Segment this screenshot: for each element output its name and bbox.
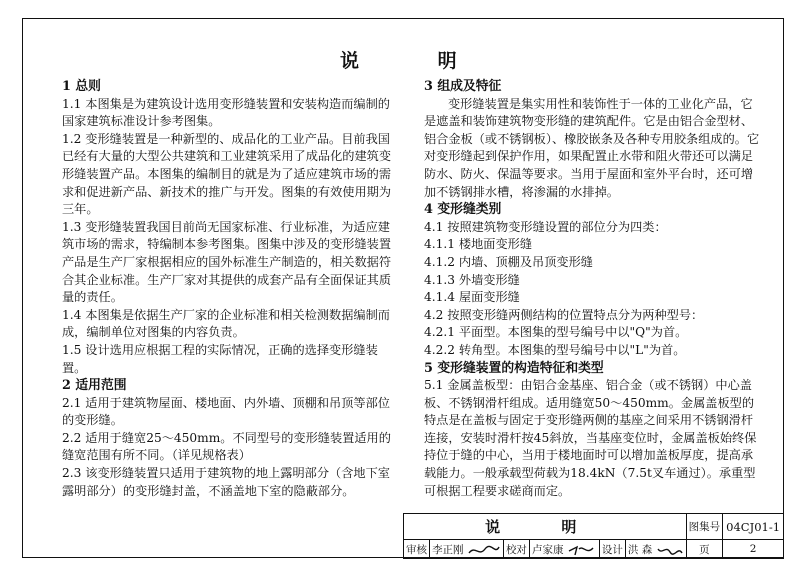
paragraph: 1.5 设计选用应根据工程的实际情况，正确的选择变形缝装置。 [62, 342, 378, 375]
designer-text: 洪 森 [627, 543, 653, 556]
section-heading: 1 总则 [62, 79, 101, 94]
paragraph: 4.2.1 平面型。本图集的型号编号中以"Q"为首。 [424, 325, 688, 340]
paragraph: 1.1 本图集是为建筑设计选用变形缝装置和安装构造而编制的国家建筑标准设计参考图集。 [62, 96, 390, 129]
paragraph: 4.1.2 内墙、顶棚及吊顶变形缝 [424, 254, 593, 269]
paragraph: 2.2 适用于缝宽25～450mm。不同型号的变形缝装置适用的缝宽范围有所不同。（详见规格表） [62, 430, 391, 463]
paragraph: 1.2 变形缝装置是一种新型的、成品化的工业产品。目前我国已经有大量的大型公共建筑和工业建筑采用了成品化的建筑变形缝装置产品。本图集的编制目的就是为了适应建筑市场的需求和促进新产品、新技术的推广与开发。图集的有效使用期为三年。 [62, 131, 392, 217]
paragraph: 4.1 按照建筑物变形缝设置的部位分为四类： [424, 219, 667, 234]
paragraph: 4.1.1 楼地面变形缝 [424, 237, 533, 252]
left-column [62, 78, 394, 500]
paragraph: 4.1.3 外墙变形缝 [424, 272, 520, 287]
section-heading: 3 组成及特征 [424, 79, 502, 94]
check-label: 校对 [503, 540, 529, 559]
paragraph: 5.1 金属盖板型：由铝合金基座、铝合金（或不锈钢）中心盖板、不锈钢滑杆组成。适用缝宽50～450mm。金属盖板型的特点是在盖板与固定于变形缝两侧的基座之间采用不锈钢滑杆连接，安装时滑杆按45斜放，当基座变位时，金属盖板始终保持位于缝的中心，当用于楼地面时可以增加盖板厚度，提高承载能力。一般承载型荷载为18.4kN（7.5t叉车通过）。承重型可根据工程要求磋商而定。 [424, 378, 757, 498]
reviewer-name [430, 540, 504, 559]
atlas-number: 04CJ01-1 [723, 514, 784, 540]
paragraph: 4.2 按照变形缝两侧结构的位置特点分为两种型号： [424, 307, 704, 322]
title-block [403, 513, 784, 558]
paragraph: 4.2.2 转角型。本图集的型号编号中以"L"为首。 [424, 342, 686, 357]
page-label: 页 [686, 540, 723, 559]
paragraph: 1.3 变形缝装置我国目前尚无国家标准、行业标准，为适应建筑市场的需求，特编制本参考图集。图集中涉及的变形缝装置产品是生产厂家根据相应的国外标准生产制造的，相关数据符合其企业标准。生产厂家对其提供的成套产品有全面保证其质量的责任。 [62, 219, 392, 305]
section-heading: 5 变形缝装置的构造特征和类型 [424, 360, 604, 376]
right-column [424, 78, 760, 500]
checker-text: 卢家康 [531, 543, 564, 556]
paragraph: 变形缝装置是集实用性和装饰性于一体的工业化产品，它是遮盖和装饰建筑物变形缝的建筑配件。它是由铝合金型材、铝合金板（或不锈钢板）、橡胶嵌条及各种专用胶条组成的。它对变形缝起到保护作用，如果配置止水带和阻火带还可以满足防水、防火、保温等要求。当用于屋面和室外平台时，还可增加不锈钢排水槽，将渗漏的水排掉。 [424, 96, 760, 199]
paragraph: 4.1.4 屋面变形缝 [424, 290, 520, 305]
checker-signature [567, 543, 597, 557]
paragraph: 2.3 该变形缝装置只适用于建筑物的地上露明部分（含地下室露明部分）的变形缝封盖，不涵盖地下室的隐蔽部分。 [62, 466, 390, 498]
atlas-label: 图集号 [686, 514, 723, 540]
designer-signature [656, 543, 684, 557]
design-label: 设计 [599, 540, 625, 559]
reviewer-text: 李正刚 [432, 543, 464, 556]
paragraph: 1.4 本图集是依据生产厂家的企业标准和相关检测数据编制而成，编制单位对图集的内容负责。 [62, 307, 390, 340]
paragraph: 2.1 适用于建筑物屋面、楼地面、内外墙、顶棚和吊顶等部位的变形缝。 [62, 395, 390, 428]
page-number: 2 [723, 540, 784, 559]
title-block-main-title: 说 明 [404, 514, 687, 540]
reviewer-signature [467, 543, 501, 557]
checker-name [529, 540, 599, 559]
review-label: 审核 [404, 540, 430, 559]
section-heading: 4 变形缝类别 [424, 202, 502, 218]
designer-name [625, 540, 686, 559]
section-heading: 2 适用范围 [62, 378, 127, 394]
page-title: 说 明 [340, 50, 493, 72]
